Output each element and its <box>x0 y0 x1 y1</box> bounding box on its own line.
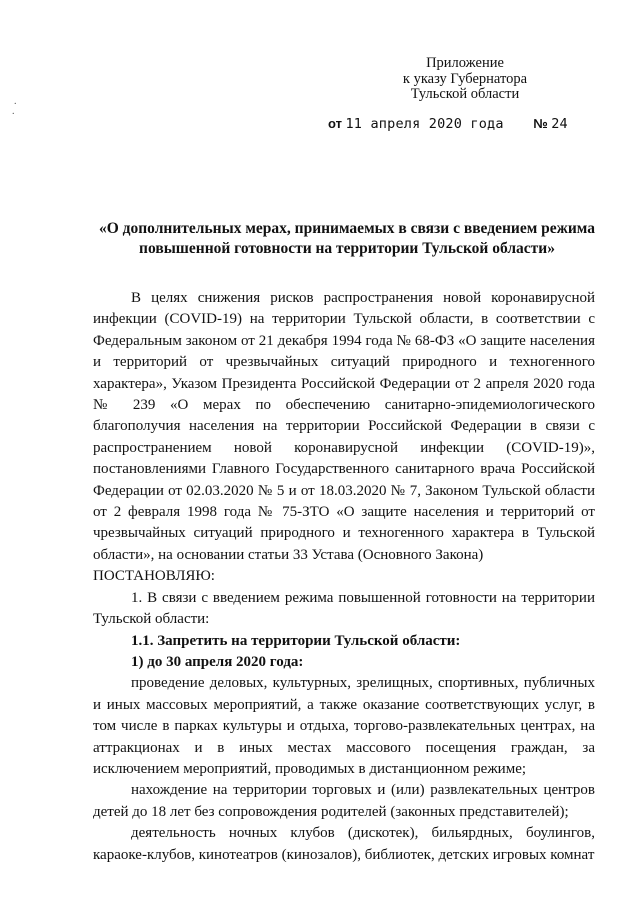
appendix-block <box>380 56 550 103</box>
clause-1-1-1: 1) до 30 апреля 2020 года: <box>131 653 304 670</box>
appendix-line-1: Приложение <box>426 55 504 71</box>
clause-1: 1. В связи с введением режима повышенной готовности на территории Тульской области: <box>93 589 595 628</box>
preamble-paragraph: В целях снижения рисков распространения новой коронавирусной инфекции (COVID-19) на территории Тульской области, в соответствии с Федеральным законом от 21 декабря 1994 года № 68-ФЗ «О защите населения и территорий от чрезвычайных ситуаций природного и техногенного характера», Указом Президента Российской Федерации от 2 апреля 2020 года № 239 «О мерах по обеспечению санитарно-эпидемиологического благополучия населения на территории Российской Федерации в связи с распространением новой коронавирусной инфекции (COVID-19)», постановлениями Главного Государственного санитарного врача Российской Федерации от 02.03.2020 № 5 и от 18.03.2020 № 7, Законом Тульской области от 2 февраля 1998 года № 75-ЗТО «О защите населения и территорий от чрезвычайных ситуаций природного и техногенного характера в Тульской области», на основании статьи 33 Устава (Основного Закона) <box>93 290 595 563</box>
list-item: деятельность ночных клубов (дискотек), бильярдных, боулингов, караоке-клубов, кинотеатров (кинозалов), библиотек, детских игровых комнат <box>93 825 595 863</box>
appendix-line-2: к указу Губернатора <box>402 70 528 87</box>
scan-mark: . <box>14 96 17 107</box>
scan-mark: . <box>12 106 15 117</box>
decree-date: 11 апреля 2020 года <box>345 116 504 132</box>
date-prefix: от <box>328 116 342 131</box>
decree-date-line <box>328 116 568 133</box>
document-title: «О дополнительных мерах, принимаемых в связи с введением режима повышенной готовности на территории Тульской области» <box>98 220 595 257</box>
decree-number: 24 <box>551 116 568 132</box>
list-item: нахождение на территории торговых и (или) развлекательных центров детей до 18 лет без сопровождения родителей (законных представителей); <box>93 782 595 820</box>
appendix-line-3: Тульской области <box>410 86 520 102</box>
list-item: проведение деловых, культурных, зрелищных, спортивных, публичных и иных массовых мероприятий, а также оказание соответствующих услуг, в том числе в парках культуры и отдыха, торгово-развлекательных центрах, на аттракционах и в иных местах массового посещения граждан, за исключением мероприятий, проводимых в дистанционном режиме; <box>93 675 595 777</box>
number-label: № <box>533 116 548 131</box>
clause-1-1: 1.1. Запретить на территории Тульской области: <box>131 632 461 649</box>
document-body <box>93 288 595 866</box>
resolution-heading: ПОСТАНОВЛЯЮ: <box>93 568 215 585</box>
